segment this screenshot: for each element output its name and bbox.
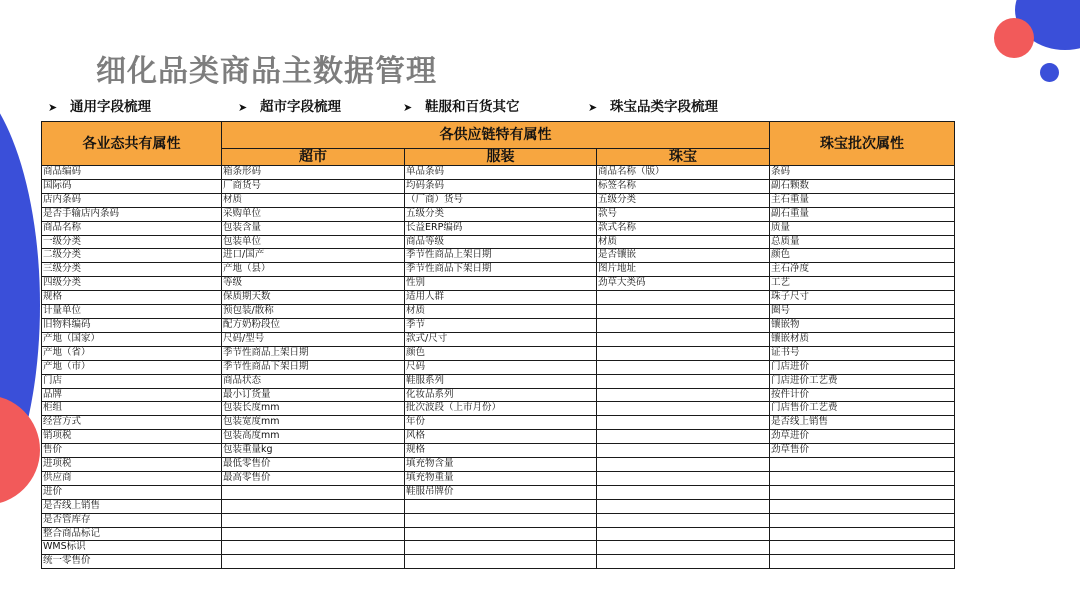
cell-supermarket: 材质 <box>222 193 405 207</box>
table-row <box>42 513 955 527</box>
cell-supermarket: 保质期天数 <box>222 291 405 305</box>
cell-common: 进项税 <box>42 458 222 472</box>
cell-jewelry <box>597 374 770 388</box>
cell-jewelry-batch: 门店售价工艺费 <box>770 402 955 416</box>
table-row <box>42 291 955 305</box>
table-row <box>42 527 955 541</box>
cell-jewelry-batch: 珠子尺寸 <box>770 291 955 305</box>
section-tabs <box>48 95 808 115</box>
cell-jewelry-batch <box>770 485 955 499</box>
tab-jewelry-fields[interactable]: ➤ 珠宝品类字段梳理 <box>588 99 718 115</box>
cell-jewelry <box>597 555 770 569</box>
table-row <box>42 193 955 207</box>
cell-supermarket: 厂商货号 <box>222 179 405 193</box>
cell-supermarket: 等级 <box>222 277 405 291</box>
cell-jewelry <box>597 485 770 499</box>
cell-supermarket: 季节性商品上架日期 <box>222 346 405 360</box>
cell-common: 是否管库存 <box>42 513 222 527</box>
cell-jewelry <box>597 430 770 444</box>
cell-supermarket: 包装高度mm <box>222 430 405 444</box>
cell-common: 商品名称 <box>42 221 222 235</box>
cell-jewelry: 是否镶嵌 <box>597 249 770 263</box>
cell-apparel: 性别 <box>405 277 597 291</box>
cell-jewelry: 款号 <box>597 207 770 221</box>
cell-supermarket: 包装含量 <box>222 221 405 235</box>
cell-apparel: 化妆品系列 <box>405 388 597 402</box>
cell-jewelry-batch: 按件计价 <box>770 388 955 402</box>
table-row <box>42 471 955 485</box>
cell-jewelry <box>597 318 770 332</box>
cell-common: 商品编码 <box>42 166 222 180</box>
cell-apparel: 商品等级 <box>405 235 597 249</box>
arrow-right-icon: ➤ <box>588 101 598 114</box>
cell-jewelry-batch: 劲草进价 <box>770 430 955 444</box>
cell-apparel <box>405 513 597 527</box>
cell-jewelry: 商品名称（版） <box>597 166 770 180</box>
cell-apparel: 年份 <box>405 416 597 430</box>
tab-supermarket-fields[interactable]: ➤ 超市字段梳理 <box>238 99 341 115</box>
cell-apparel: 批次波段（上市月份） <box>405 402 597 416</box>
cell-common: 是否手输店内条码 <box>42 207 222 221</box>
page-title: 细化品类商品主数据管理 <box>96 54 437 89</box>
cell-jewelry-batch <box>770 499 955 513</box>
table-row <box>42 485 955 499</box>
cell-apparel: 材质 <box>405 305 597 319</box>
cell-apparel: 填充物重量 <box>405 471 597 485</box>
table-row <box>42 249 955 263</box>
table-row <box>42 458 955 472</box>
cell-common: 门店 <box>42 374 222 388</box>
cell-apparel <box>405 541 597 555</box>
table-row <box>42 346 955 360</box>
cell-common: 一级分类 <box>42 235 222 249</box>
cell-apparel: 尺码 <box>405 360 597 374</box>
cell-supermarket: 采购单位 <box>222 207 405 221</box>
cell-jewelry-batch: 颜色 <box>770 249 955 263</box>
cell-common: 柜组 <box>42 402 222 416</box>
cell-apparel: 五级分类 <box>405 207 597 221</box>
cell-supermarket <box>222 555 405 569</box>
cell-jewelry-batch: 镶嵌物 <box>770 318 955 332</box>
cell-apparel: 风格 <box>405 430 597 444</box>
cell-apparel <box>405 555 597 569</box>
cell-common: 是否线上销售 <box>42 499 222 513</box>
cell-jewelry-batch: 主石净度 <box>770 263 955 277</box>
cell-jewelry <box>597 332 770 346</box>
cell-common: 四级分类 <box>42 277 222 291</box>
cell-jewelry-batch: 副石重量 <box>770 207 955 221</box>
cell-jewelry-batch: 工艺 <box>770 277 955 291</box>
table-row <box>42 555 955 569</box>
cell-apparel: 鞋服吊牌价 <box>405 485 597 499</box>
arrow-right-icon: ➤ <box>238 101 248 114</box>
cell-jewelry-batch <box>770 527 955 541</box>
cell-jewelry-batch: 质量 <box>770 221 955 235</box>
header-jewelry-batch-attributes: 珠宝批次属性 <box>770 122 955 166</box>
cell-jewelry-batch: 条码 <box>770 166 955 180</box>
cell-supermarket: 包装单位 <box>222 235 405 249</box>
cell-jewelry-batch: 门店进价工艺费 <box>770 374 955 388</box>
cell-jewelry: 标签名称 <box>597 179 770 193</box>
tab-general-fields[interactable]: ➤ 通用字段梳理 <box>48 99 151 115</box>
cell-jewelry <box>597 541 770 555</box>
table-row <box>42 541 955 555</box>
cell-apparel: （厂商）货号 <box>405 193 597 207</box>
table-row <box>42 305 955 319</box>
cell-common: 经营方式 <box>42 416 222 430</box>
cell-common: 国际码 <box>42 179 222 193</box>
cell-jewelry <box>597 471 770 485</box>
arrow-right-icon: ➤ <box>48 101 58 114</box>
cell-supermarket: 尺码/型号 <box>222 332 405 346</box>
cell-apparel <box>405 499 597 513</box>
cell-apparel: 长益ERP编码 <box>405 221 597 235</box>
cell-apparel: 均码条码 <box>405 179 597 193</box>
cell-supermarket: 商品状态 <box>222 374 405 388</box>
cell-jewelry <box>597 444 770 458</box>
cell-jewelry <box>597 458 770 472</box>
cell-jewelry-batch: 副石颗数 <box>770 179 955 193</box>
header-jewelry: 珠宝 <box>597 149 770 166</box>
cell-supermarket <box>222 527 405 541</box>
table-row <box>42 235 955 249</box>
cell-common: 产地（省） <box>42 346 222 360</box>
cell-common: 计量单位 <box>42 305 222 319</box>
cell-apparel: 鞋服系列 <box>405 374 597 388</box>
attribute-table <box>41 121 955 569</box>
table-row <box>42 318 955 332</box>
cell-common: 规格 <box>42 291 222 305</box>
cell-supermarket: 季节性商品下架日期 <box>222 360 405 374</box>
table-row <box>42 221 955 235</box>
cell-common: 售价 <box>42 444 222 458</box>
cell-common: 旧物料编码 <box>42 318 222 332</box>
cell-jewelry-batch <box>770 471 955 485</box>
cell-jewelry-batch: 证书号 <box>770 346 955 360</box>
header-supermarket: 超市 <box>222 149 405 166</box>
cell-common: 店内条码 <box>42 193 222 207</box>
table-row <box>42 360 955 374</box>
cell-common: 产地（市） <box>42 360 222 374</box>
cell-jewelry-batch: 镶嵌材质 <box>770 332 955 346</box>
cell-jewelry: 图片地址 <box>597 263 770 277</box>
table-row <box>42 444 955 458</box>
cell-supermarket <box>222 541 405 555</box>
cell-jewelry <box>597 360 770 374</box>
cell-jewelry <box>597 527 770 541</box>
cell-apparel: 款式/尺寸 <box>405 332 597 346</box>
cell-common: WMS标识 <box>42 541 222 555</box>
table-row <box>42 179 955 193</box>
table-row <box>42 332 955 346</box>
cell-jewelry-batch: 是否线上销售 <box>770 416 955 430</box>
cell-supermarket <box>222 485 405 499</box>
header-supply-chain-attributes: 各供应链特有属性 <box>222 122 770 149</box>
table-row <box>42 374 955 388</box>
header-apparel: 服装 <box>405 149 597 166</box>
cell-common: 品牌 <box>42 388 222 402</box>
cell-supermarket: 进口/国产 <box>222 249 405 263</box>
cell-apparel: 适用人群 <box>405 291 597 305</box>
cell-jewelry: 款式名称 <box>597 221 770 235</box>
cell-jewelry: 劲草大类码 <box>597 277 770 291</box>
cell-common: 进价 <box>42 485 222 499</box>
cell-common: 产地（国家） <box>42 332 222 346</box>
cell-jewelry <box>597 291 770 305</box>
cell-jewelry <box>597 346 770 360</box>
cell-apparel: 颜色 <box>405 346 597 360</box>
cell-supermarket: 最高零售价 <box>222 471 405 485</box>
cell-apparel: 季节 <box>405 318 597 332</box>
cell-jewelry-batch: 圈号 <box>770 305 955 319</box>
cell-jewelry-batch: 总质量 <box>770 235 955 249</box>
table-row <box>42 166 955 180</box>
cell-supermarket: 最小订货量 <box>222 388 405 402</box>
cell-apparel: 季节性商品下架日期 <box>405 263 597 277</box>
cell-apparel: 规格 <box>405 444 597 458</box>
cell-jewelry: 五级分类 <box>597 193 770 207</box>
header-common-attributes: 各业态共有属性 <box>42 122 222 166</box>
cell-supermarket: 预包装/散称 <box>222 305 405 319</box>
table-row <box>42 416 955 430</box>
cell-jewelry-batch <box>770 555 955 569</box>
table-row <box>42 388 955 402</box>
cell-supermarket: 包装重量kg <box>222 444 405 458</box>
cell-jewelry-batch: 门店进价 <box>770 360 955 374</box>
cell-apparel: 单品条码 <box>405 166 597 180</box>
table-row <box>42 263 955 277</box>
cell-apparel <box>405 527 597 541</box>
cell-supermarket: 包装长度mm <box>222 402 405 416</box>
cell-jewelry <box>597 416 770 430</box>
table-row <box>42 430 955 444</box>
table-body <box>42 166 955 569</box>
cell-supermarket: 配方奶粉段位 <box>222 318 405 332</box>
decor-red-circle-left <box>0 395 40 505</box>
cell-jewelry <box>597 499 770 513</box>
cell-common: 统一零售价 <box>42 555 222 569</box>
cell-supermarket <box>222 499 405 513</box>
arrow-right-icon: ➤ <box>403 101 413 114</box>
cell-supermarket: 最低零售价 <box>222 458 405 472</box>
cell-jewelry-batch <box>770 458 955 472</box>
cell-supermarket: 产地（县） <box>222 263 405 277</box>
cell-common: 二级分类 <box>42 249 222 263</box>
table-row <box>42 277 955 291</box>
cell-jewelry-batch <box>770 541 955 555</box>
cell-apparel: 填充物含量 <box>405 458 597 472</box>
cell-jewelry-batch <box>770 513 955 527</box>
cell-common: 销项税 <box>42 430 222 444</box>
cell-jewelry <box>597 388 770 402</box>
decor-small-blue-dot <box>1040 63 1059 82</box>
cell-common: 三级分类 <box>42 263 222 277</box>
decor-red-circle-top-right <box>994 18 1034 58</box>
cell-supermarket <box>222 513 405 527</box>
cell-common: 供应商 <box>42 471 222 485</box>
cell-supermarket: 包装宽度mm <box>222 416 405 430</box>
cell-supermarket: 箱条形码 <box>222 166 405 180</box>
cell-jewelry <box>597 513 770 527</box>
table-row <box>42 499 955 513</box>
cell-jewelry-batch: 劲草售价 <box>770 444 955 458</box>
cell-jewelry <box>597 305 770 319</box>
cell-common: 整合商品标记 <box>42 527 222 541</box>
table-row <box>42 402 955 416</box>
tab-apparel-general-merch[interactable]: ➤ 鞋服和百货其它 <box>403 99 520 115</box>
table-row <box>42 207 955 221</box>
cell-jewelry-batch: 主石重量 <box>770 193 955 207</box>
cell-jewelry <box>597 402 770 416</box>
cell-jewelry: 材质 <box>597 235 770 249</box>
cell-apparel: 季节性商品上架日期 <box>405 249 597 263</box>
